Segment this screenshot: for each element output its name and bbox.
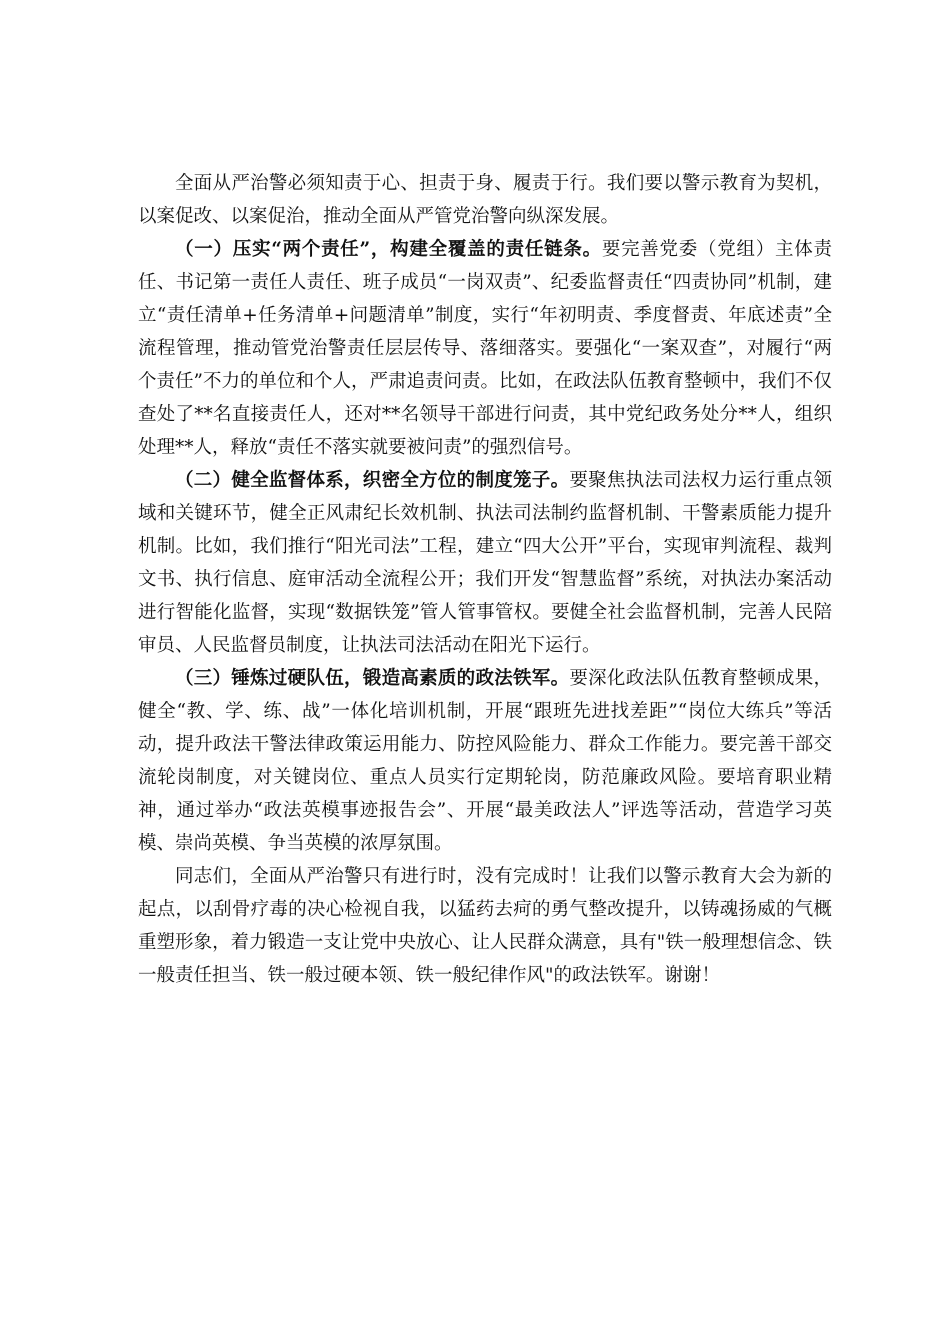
paragraph-text: 同志们，全面从严治警只有进行时，没有完成时！让我们以警示教育大会为新的起点，以刮骨疗毒的决心检视自我，以猛药去疴的勇气整改提升，以铸魂扬威的气概重塑形象，着力锻造一支让党中央放心、让人民群众满意，具有"铁一般理想信念、铁一般责任担当、铁一般过硬本领、铁一般纪律作风"的政法铁军。谢谢！ [138,866,832,986]
section-heading: （二）健全监督体系，织密全方位的制度笼子。 [175,470,570,491]
closing-paragraph [138,860,832,992]
section-one-paragraph [138,233,832,464]
paragraph-text: 要完善党委（党组）主体责任、书记第一责任人责任、班子成员“一岗双责”、纪委监督责任“四责协同”机制，建立“责任清单+任务清单+问题清单”制度，实行“年初明责、季度督责、年底述责”全流程管理，推动管党治警责任层层传导、落细落实。要强化“一案双查”，对履行“两个责任”不力的单位和个人，严肃追责问责。比如，在政法队伍教育整顿中，我们不仅查处了**名直接责任人，还对**名领导干部进行问责，其中党纪政务处分**人，组织处理**人，释放“责任不落实就要被问责”的强烈信号。 [138,239,832,458]
section-heading: （一）压实“两个责任”，构建全覆盖的责任链条。 [175,239,602,260]
section-three-paragraph [138,662,832,860]
paragraph-text: 全面从严治警必须知责于心、担责于身、履责于行。我们要以警示教育为契机，以案促改、以案促治，推动全面从严管党治警向纵深发展。 [138,173,832,227]
document-body [138,167,832,992]
paragraph-text: 要深化政法队伍教育整顿成果，健全“教、学、练、战”一体化培训机制，开展“跟班先进找差距”“岗位大练兵”等活动，提升政法干警法律政策运用能力、防控风险能力、群众工作能力。要完善干部交流轮岗制度，对关键岗位、重点人员实行定期轮岗，防范廉政风险。要培育职业精神，通过举办“政法英模事迹报告会”、开展“最美政法人”评选等活动，营造学习英模、崇尚英模、争当英模的浓厚氛围。 [138,668,832,854]
section-heading: （三）锤炼过硬队伍，锻造高素质的政法铁军。 [175,668,570,689]
section-two-paragraph [138,464,832,662]
paragraph-text: 要聚焦执法司法权力运行重点领域和关键环节，健全正风肃纪长效机制、执法司法制约监督机制、干警素质能力提升机制。比如，我们推行“阳光司法”工程，建立“四大公开”平台，实现审判流程、裁判文书、执行信息、庭审活动全流程公开；我们开发“智慧监督”系统，对执法办案活动进行智能化监督，实现“数据铁笼”管人管事管权。要健全社会监督机制，完善人民陪审员、人民监督员制度，让执法司法活动在阳光下运行。 [138,470,832,656]
intro-paragraph [138,167,832,233]
